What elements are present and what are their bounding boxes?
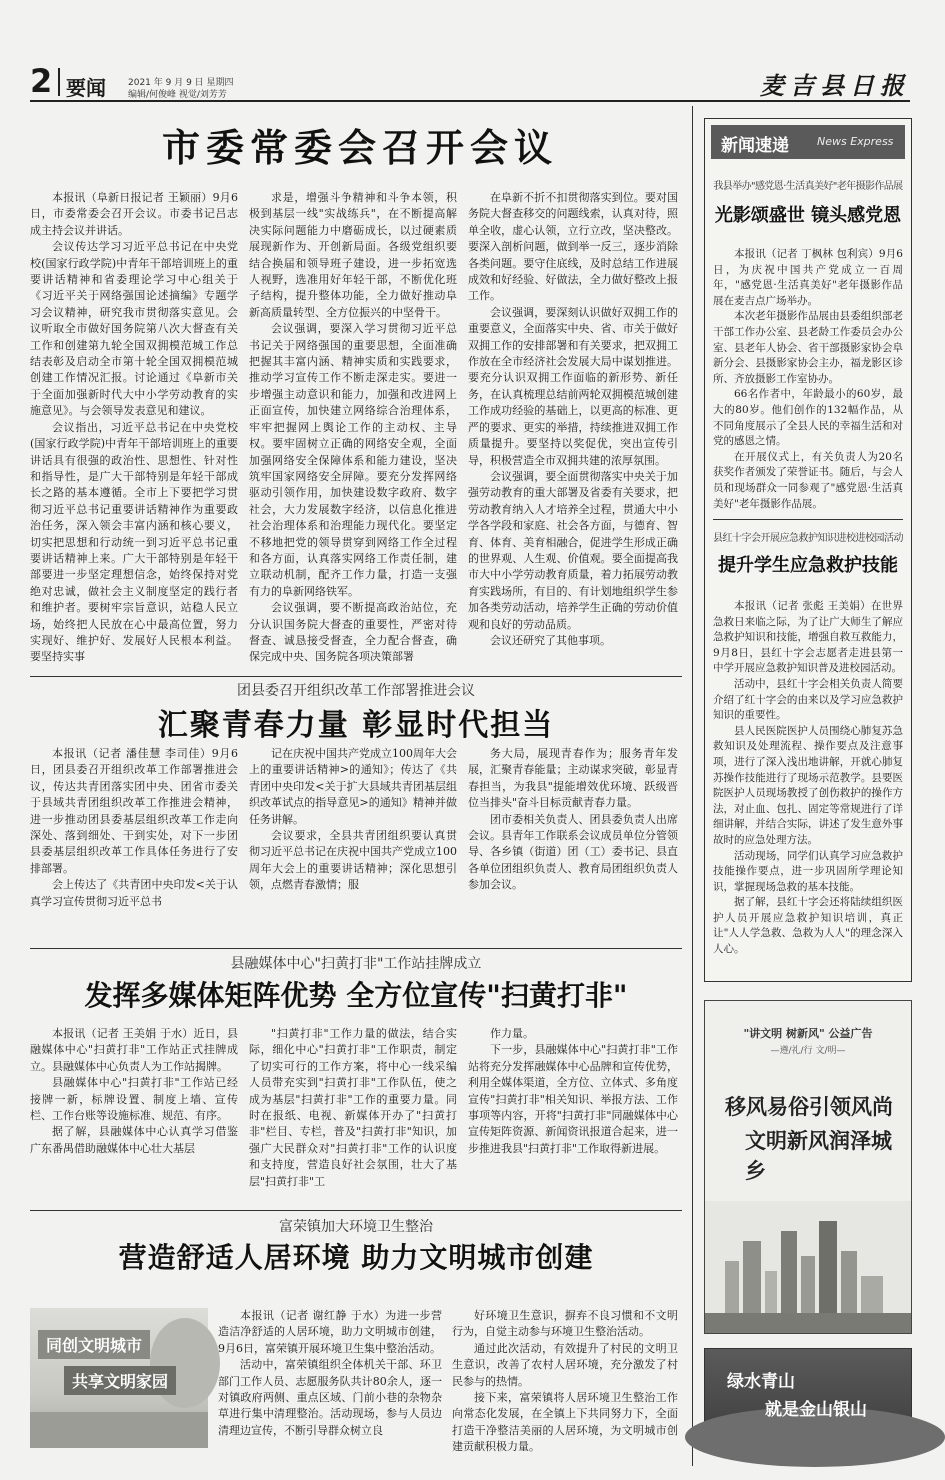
sidebar-story2-p2: 活动中，县红十字会相关负责人简要介绍了红十字会的由来以及学习应急救护知识的重要性。 xyxy=(713,677,903,722)
section-label: 要闻 xyxy=(66,76,106,100)
article4-col1-p2: 活动中，富荣镇组织全体机关干部、环卫部门工作人员、志愿服务队共计80余人，逐一对镇政府两侧、重点区域、门前小巷的杂物杂草进行集中清理整治。活动现场，参与人员边清理边宣传，不断引导群众树立良 xyxy=(218,1358,442,1437)
article4-col2 xyxy=(452,1308,678,1458)
article1-col3-p2: 会议强调，要深刻认识做好双拥工作的重要意义，全面落实中央、省、市关于做好双拥工作的安排部署和有关要求，把双拥工作放在全市经济社会发展大局中谋划推进。要充分认识双拥工作面临的新形势、新任务，在认真梳理总结前两轮双拥模范城创建工作成功经验的基础上，以更高的标准、更严的要求、更实的举措，持续推进双拥工作质量提升。要坚持以奖促优，突出宣传引导，积极营造全市双拥共建的浓厚氛围。 xyxy=(468,305,678,467)
article2-col2-p1: 记在庆祝中国共产党成立100周年大会上的重要讲话精神>的通知》；传达了《共青团中央印发<关于扩大县域共青团基层组织改革试点的指导意见>的通知》精神并做任务讲解。 xyxy=(249,747,457,826)
article1-title: 市委常委会召开会议 xyxy=(161,125,558,170)
article4-col2-p3: 接下来，富荣镇将人居环境卫生整治工作向常态化发展，在全镇上下共同努力下，全面打造干净整洁美丽的人居环境，为文明城市创建贡献积极力量。 xyxy=(452,1391,678,1454)
banner-line2: 就是金山银山 xyxy=(765,1400,867,1420)
ad-slogan-line1: 移风易俗引领风尚 xyxy=(725,1094,893,1119)
sidebar-story1-title: 光影颂盛世 镜头感党恩 xyxy=(714,205,902,226)
article4-photo xyxy=(30,1308,208,1448)
photo-sign-line1: 同创文明城市 xyxy=(38,1330,150,1359)
article1-col3-p1: 在阜新不折不扣贯彻落实到位。要对国务院大督查移交的问题线索，认真对待，照单全收，虚心认领，立行立改，坚决整改。要深入剖析问题，做到举一反三，逐步消除各类问题。要守住底线，及时总结工作进展成效和好经验、好做法，全力做好整改上报工作。 xyxy=(468,191,678,303)
slogan-banner xyxy=(704,1348,912,1442)
date-line: 2021 年 9 月 9 日 星期四 xyxy=(128,78,234,88)
sidebar-story2-title: 提升学生应急救护技能 xyxy=(718,555,898,576)
sidebar-story2-p4: 活动现场，同学们认真学习应急救护技能操作要点，进一步巩固所学理论知识，掌握现场急救的基本技能。 xyxy=(713,849,903,893)
article3-kicker: 县融媒体中心"扫黄打非"工作站挂牌成立 xyxy=(230,956,482,972)
article4-col2-p2: 通过此次活动，有效提升了村民的文明卫生意识，改善了农村人居环境，充分激发了村民参与的热情。 xyxy=(452,1341,678,1388)
header-rule xyxy=(30,100,910,102)
sidebar-story2-p1: 本报讯（记者 张彪 王美娟）在世界急救日来临之际，为了让广大师生了解应急救护知识和技能，增强自救互救能力，9月8日，县红十字会志愿者走进县第一中学开展应急救护知识普及进校园活动。 xyxy=(713,600,903,675)
article2-title: 汇聚青春力量 彰显时代担当 xyxy=(157,708,555,743)
article1-col1-p3: 会议指出，习近平总书记在中央党校(国家行政学院)中青年干部培训班上的重要讲话具有很强的政治性、思想性、针对性和指导性，是广大干部特别是年轻干部成长之路的基本遵循。全市上下要把学习贯彻习近平总书记重要讲话精神作为重要政治任务，深入领会丰富内涵和核心要义，切实把思想和行动统一到习近平总书记重要讲话精神上来。广大干部特别是年轻干部要进一步坚定理想信念，始终保持对党绝对忠诚，做社会主义制度坚定的践行者和维护者。要树牢宗旨意识，站稳人民立场，始终把人民放在心中最高位置，努力实现好、维护好、发展好人民根本利益。要坚持实事 xyxy=(30,420,238,664)
article2-divider xyxy=(30,948,682,949)
article3-col3 xyxy=(468,1026,678,1196)
sidebar-story1-kicker: 我县举办"感党恩·生活真美好"老年摄影作品展 xyxy=(713,181,903,192)
sidebar-story2-p5: 据了解，县红十字会还将陆续组织医护人员开展应急救护知识培训，真正让"人人学急救、急救为人人"的理念深入人心。 xyxy=(713,896,903,956)
sidebar-story1-p2: 本次老年摄影作品展由县委组织部老干部工作办公室、县老龄工作委员会办公室、县老年人协会、省干部摄影家协会阜新分会、县摄影家协会主办，福龙影区诊所、齐放摄影工作室协办。 xyxy=(713,310,903,385)
article1-col2 xyxy=(249,190,457,664)
article1-col1 xyxy=(30,190,238,664)
article3-col1-p1: 本报讯（记者 王美娟 于水）近日，县融媒体中心"扫黄打非"工作站正式挂牌成立。县融媒体中心负责人为工作站揭牌。 xyxy=(30,1027,238,1073)
article1-col3-p4: 会议还研究了其他事项。 xyxy=(490,633,611,647)
article1-divider xyxy=(30,676,682,677)
sidebar-story2-p3: 县人民医院医护人员围绕心肺复苏急救知识及处理流程、操作要点及注意事项，进行了深入浅出地讲解，开就心肺复苏操作技能进行了现场示范教学。县要医院医护人员现场教授了创伤救护的操作方法，对止血、包扎、固定等常规进行了详细讲解，并结合实际，讲述了发生意外事故时的应急处理方法。 xyxy=(713,724,903,846)
ad-slogan-line2: 文明新风润泽城乡 xyxy=(745,1128,892,1183)
article3-col3-p1: 作力量。 xyxy=(490,1027,534,1040)
article2-col2 xyxy=(249,746,457,932)
article2-col3-p2: 团市委相关负责人、团县委负责人出席会议。县青年工作联系会议成员单位分管领导、各乡镇（街道）团（工）委书记、县直各单位团组织负责人、教育局团组织负责人参加会议。 xyxy=(468,812,678,892)
news-express-header xyxy=(711,125,905,159)
article3-title: 发挥多媒体矩阵优势 全方位宣传"扫黄打非" xyxy=(84,979,628,1012)
article1-col2-p1: 求是，增强斗争精神和斗争本领，积极到基层一线"实战练兵"，在不断提高解决实际问题能力中磨砺成长，以过硬素质展现新作为、开创新局面。各级党组织要结合换届和领导班子建设，进一步拓宽选人视野，选准用好年轻干部，不断优化班子结构，提升整体功能，全力做好推动阜新高质量转型、全方位振兴的中坚骨干。 xyxy=(249,191,457,319)
photo-ground xyxy=(30,1412,208,1448)
article2-col2-p2: 会议要求，全县共青团组织要认真贯彻习近平总书记在庆祝中国共产党成立100周年大会上的重要讲话精神；深化思想引领，点燃青春激情；服 xyxy=(249,829,457,892)
article2-col1 xyxy=(30,746,238,932)
sidebar-story1-p1: 本报讯（记者 丁枫林 包利宾）9月6日，为庆祝中国共产党成立一百周年，"感党恩·生活真美好"老年摄影作品展在麦吉点广场举办。 xyxy=(713,248,903,307)
photo-sign-line2: 共享文明家园 xyxy=(64,1366,176,1395)
ad-subtitle: —遵/礼/行 文/明— xyxy=(770,1046,846,1056)
ad-skyline-illustration xyxy=(705,1201,911,1333)
article2-col1-p2: 会上传达了《共青团中央印发<关于认真学习宣传贯彻习近平总书 xyxy=(30,878,238,908)
page-number: 2 xyxy=(30,62,53,100)
article2-kicker: 团县委召开组织改革工作部署推进会议 xyxy=(237,683,475,699)
banner-line1: 绿水青山 xyxy=(727,1372,795,1392)
sidebar-divider xyxy=(692,106,693,1466)
article3-col1-p3: 据了解，县融媒体中心认真学习借鉴广东番禺借助融媒体中心壮大基层 xyxy=(30,1125,238,1155)
article3-divider xyxy=(30,1210,682,1211)
article2-col3-p1: 务大局，展现青春作为；服务青年发展，汇聚青春能量；主动谋求突破，彰显青春担当，为我县"提能增效优环境、跃级晋位当排头"奋斗目标贡献青春力量。 xyxy=(468,747,678,810)
article4-col1-p1: 本报讯（记者 谢红静 于水）为进一步营造洁净舒适的人居环境，助力文明城市创建，9月6日，富荣镇开展环境卫生集中整治活动。 xyxy=(218,1309,442,1355)
public-service-ad xyxy=(704,1000,912,1334)
article1-col3-p3: 会议强调，要全面贯彻落实中央关于加强劳动教育的重大部署及省委有关要求，把劳动教育纳入人才培养全过程，贯通大中小学各学段和家庭、社会各方面，与德育、智育、体育、美育相融合，促进学生形成正确的世界观、人生观、价值观。要全面提高我市大中小学劳动教育质量，着力拓展劳动教育实践场所，有目的、有计划地组织学生参加各类劳动活动，培养学生正确的劳动价值观和良好的劳动品质。 xyxy=(468,469,678,631)
ad-top-title: "讲文明 树新风" 公益广告 xyxy=(743,1027,873,1040)
news-express-box xyxy=(704,118,912,982)
page-header xyxy=(0,0,940,110)
header-divider-small xyxy=(58,68,60,96)
article4-col1 xyxy=(218,1308,442,1458)
article3-col2-p1: "扫黄打非"工作力量的做法，结合实际，细化中心"扫黄打非"工作职责，制定了切实可行的工作方案，将中心一线采编人员带充实到"扫黄打非"工作队伍，使之成为基层"扫黄打非"工作的重要力量。同时在报纸、电视、新媒体开办了"扫黄打非"栏目、专栏，普及"扫黄打非"知识，加强广大民群众对"扫黄打非"工作的认识度和支持度，营造良好社会氛围，壮大了基层"扫黄打非"工 xyxy=(249,1027,457,1188)
sidebar-story1-p3: 66名作者中，年龄最小的60岁，最大的80岁。他们创作的132幅作品，从不同角度展示了全县人民的幸福生活和对党的感恩之情。 xyxy=(713,388,903,448)
sidebar-story2-body xyxy=(713,599,903,973)
article3-col2 xyxy=(249,1026,457,1196)
sidebar-story2-kicker: 县红十字会开展应急救护知识进校进校园活动 xyxy=(713,533,903,544)
article3-col1 xyxy=(30,1026,238,1196)
sidebar-story1-p4: 在开展仪式上，有关负责人为20名获奖作者颁发了荣誉证书。随后，与会人员和现场群众一同参观了"感党恩·生活真美好"老年摄影作品展。 xyxy=(713,450,903,510)
article3-col1-p2: 县融媒体中心"扫黄打非"工作站已经接牌一新，标牌设置、制度上墙、宣传栏、工作台账等设施标准、规范、有序。 xyxy=(30,1076,238,1123)
article4-kicker: 富荣镇加大环境卫生整治 xyxy=(279,1219,433,1235)
editor-line: 编辑/何俊峰 视觉/刘芳芳 xyxy=(128,90,227,100)
article1-col2-p2: 会议强调，要深入学习贯彻习近平总书记关于网络强国的重要思想，全面准确把握其丰富内涵、精神实质和实践要求，推动学习宣传工作不断走深走实。要进一步增强主动意识和能力，加强和改进网上正面宣传，加快建立网络综合治理体系，牢牢把握网上舆论工作的主动权、主导权。要牢固树立正确的网络安全观，全面加强网络安全保障体系和能力建设，坚决筑牢国家网络安全屏障。要充分发挥网络驱动引领作用，加快建设数字政府、数字社会，大力发展数字经济，以信息化推进社会治理体系和治理能力现代化。要坚定不移地把党的领导贯穿到网络工作全过程和各方面，认真落实网络工作责任制，建立联动机制，配齐工作力量，打造一支强有力的阜新网络铁军。 xyxy=(249,322,457,598)
masthead-logo: 麦吉县日报 xyxy=(760,71,910,100)
news-express-label-en: News Express xyxy=(817,135,894,148)
sidebar-story1-body xyxy=(713,247,903,511)
article2-col1-p1: 本报讯（记者 潘佳慧 李司佳）9月6日，团县委召开组织改革工作部署推进会议，传达共青团落实团中央、团省市委关于县域共青团组织改革工作推进会精神，进一步推动团县委基层组织改革工作走向深处、落到细处、干到实处，对下一步团县委基层组织改革工作具体任务进行了安排部署。 xyxy=(30,747,238,875)
article4-title: 营造舒适人居环境 助力文明城市创建 xyxy=(118,1241,594,1274)
article1-col1-p1: 本报讯（阜新日报记者 王颖丽）9月6日，市委常委会召开会议。市委书记吕志成主持会议并讲话。 xyxy=(30,191,238,237)
article4-col2-p1: 好环境卫生意识，摒弃不良习惯和不文明行为，自觉主动参与环境卫生整治活动。 xyxy=(452,1309,678,1339)
article1-col3 xyxy=(468,190,678,647)
article2-col3 xyxy=(468,746,678,932)
article3-col3-p2: 下一步，县融媒体中心"扫黄打非"工作站将充分发挥融媒体中心品牌和宣传优势，利用全媒体渠道，全方位、立体式、多角度宣传"扫黄打非"相关知识、举报方法、工作事项等内容，开将"扫黄打非"同融媒体中心宣传矩阵资源、新闻资讯报道合起来，进一步推进我县"扫黄打非"工作取得新进展。 xyxy=(468,1043,678,1155)
article1-col1-p2: 会议传达学习习近平总书记在中央党校(国家行政学院)中青年干部培训班上的重要讲话精神和省委理论学习中心组关于《习近平关于网络强国论述摘编》专题学习会议精神，研究我市贯彻落实意见。会议听取全市做好国务院第八次大督查有关工作和创建第九轮全国双拥模范城工作总结表彰及启动全市第十轮全国双拥模范城创建工作情况汇报。讨论通过《阜新市关于全面加强新时代大中小学劳动教育的实施意见》。与会领导发表意见和建议。 xyxy=(30,240,238,418)
news-express-label-cn: 新闻速递 xyxy=(721,136,789,156)
article1-col2-p3: 会议强调，要不断提高政治站位，充分认识国务院大督查的重要性，严密对待督查、诚恳接受督查，全力配合督查，确保完成中央、国务院各项决策部署 xyxy=(249,601,457,664)
sidebar-story-divider xyxy=(713,519,903,520)
